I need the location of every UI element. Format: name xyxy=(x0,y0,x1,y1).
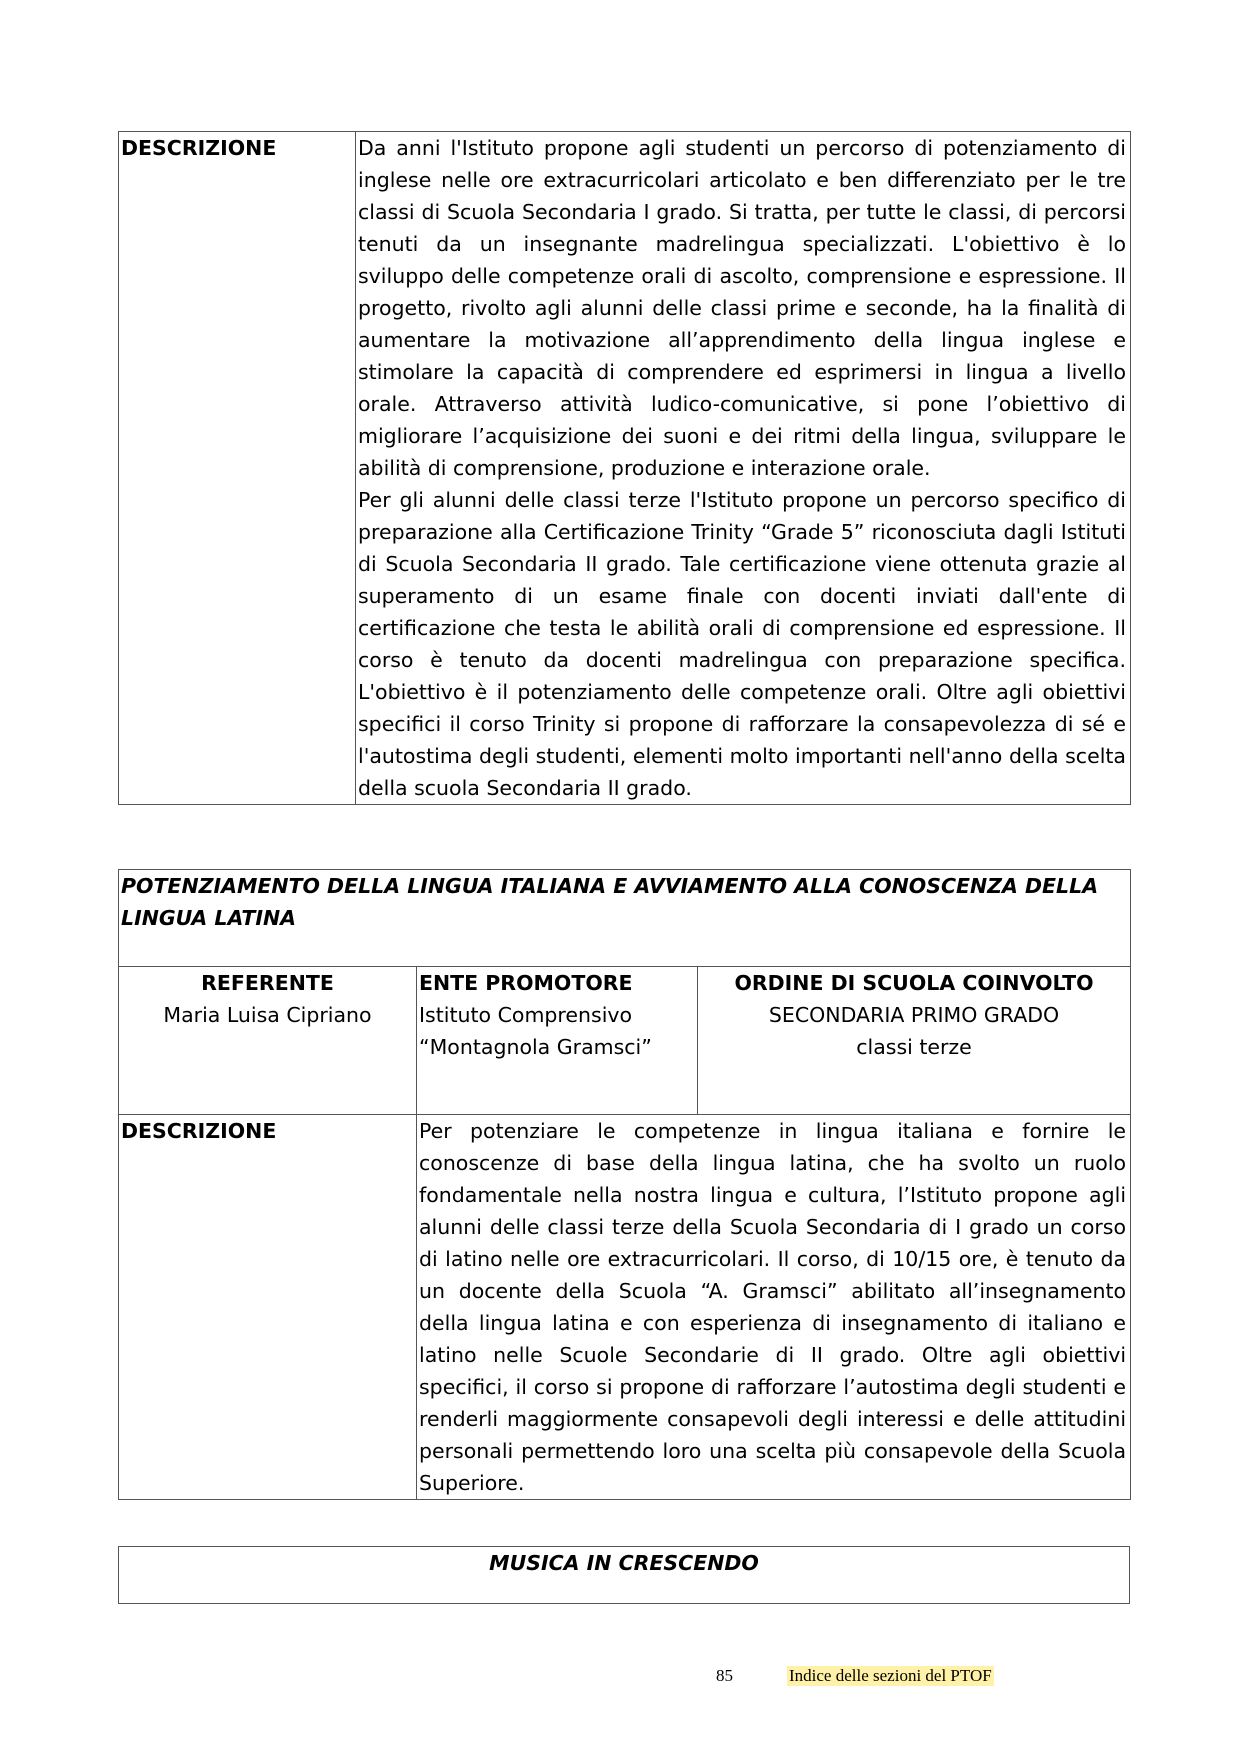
ente-header: ENTE PROMOTORE xyxy=(419,971,633,995)
project-title-row xyxy=(119,870,1131,967)
description-label: DESCRIZIONE xyxy=(119,132,356,805)
description-row xyxy=(119,132,1131,805)
ptof-index-link[interactable]: Indice delle sezioni del PTOF xyxy=(789,1666,992,1685)
english-description-table xyxy=(118,131,1131,805)
referente-value: Maria Luisa Cipriano xyxy=(163,1003,372,1027)
description-paragraph: Da anni l'Istituto propone agli studenti un percorso di potenziamento di inglese nelle ore extracurricolari articolato e ben differenziato per le tre classi di Scuola Secondaria I grado. Si tratta, per tutte le classi, di percorsi tenuti da un insegnante madrelingua specializzati. L'obiettivo è lo sviluppo delle competenze orali di ascolto, comprensione e espressione. Il progetto, rivolto agli alunni delle classi prime e seconde, ha la finalità di aumentare la motivazione all’apprendimento della lingua inglese e stimolare la capacità di comprendere ed esprimersi in lingua a livello orale. Attraverso attività ludico-comunicative, si pone l’obiettivo di migliorare l’acquisizione dei suoni e dei ritmi della lingua, sviluppare le abilità di comprensione, produzione e interazione orale. xyxy=(358,136,1126,480)
project-description-row xyxy=(119,1115,1131,1500)
referente-cell xyxy=(119,967,417,1115)
project-title-line: POTENZIAMENTO DELLA LINGUA ITALIANA E AVVIAMENTO ALLA CONOSCENZA DELLA xyxy=(121,874,1099,898)
description-paragraph: Per gli alunni delle classi terze l'Istituto propone un percorso specifico di preparazione alla Certificazione Trinity “Grade 5” riconosciuta dagli Istituti di Scuola Secondaria II grado. Tale certificazione viene ottenuta grazie al superamento di un esame finale con docenti inviati dall'ente di certificazione che testa le abilità orali di comprensione ed espressione. Il corso è tenuto da docenti madrelingua con preparazione specifica. L'obiettivo è il potenziamento delle competenze orali. Oltre agli obiettivi specifici il corso Trinity si propone di rafforzare la consapevolezza di sé e l'autostima degli studenti, elementi molto importanti nell'anno della scelta della scuola Secondaria II grado. xyxy=(358,488,1126,800)
referente-header: REFERENTE xyxy=(201,971,334,995)
ordine-header: ORDINE DI SCUOLA COINVOLTO xyxy=(734,971,1094,995)
ordine-cell xyxy=(698,967,1131,1115)
project-info-row xyxy=(119,967,1131,1115)
latin-project-table xyxy=(118,869,1131,1500)
project-title-line: LINGUA LATINA xyxy=(121,906,297,930)
page-number: 85 xyxy=(716,1666,733,1685)
music-title: MUSICA IN CRESCENDO xyxy=(119,1547,1130,1604)
project-title xyxy=(119,870,1131,967)
ente-value-line: Istituto Comprensivo xyxy=(419,1003,633,1027)
music-title-row xyxy=(119,1547,1130,1604)
project-description-label: DESCRIZIONE xyxy=(119,1115,417,1500)
project-description-text: Per potenziare le competenze in lingua italiana e fornire le conoscenze di base della lingua latina, che ha svolto un ruolo fondamentale nella nostra lingua e cultura, l’Istituto propone agli alunni delle classi terze della Scuola Secondaria di I grado un corso di latino nelle ore extracurricolari. Il corso, di 10/15 ore, è tenuto da un docente della Scuola “A. Gramsci” abilitato all’insegnamento della lingua latina e con esperienza di insegnamento di italiano e latino nelle Scuole Secondarie di II grado. Oltre agli obiettivi specifici, il corso si propone di rafforzare l’autostima degli studenti e renderli maggiormente consapevoli degli interessi e delle attitudini personali permettendo loro una scelta più consapevole della Scuola Superiore. xyxy=(417,1115,1131,1500)
ordine-value-line: SECONDARIA PRIMO GRADO xyxy=(768,1003,1060,1027)
ordine-value-line: classi terze xyxy=(856,1035,972,1059)
music-project-table xyxy=(118,1546,1130,1604)
ente-value-line: “Montagnola Gramsci” xyxy=(419,1035,652,1059)
description-text xyxy=(356,132,1131,805)
ente-cell xyxy=(417,967,698,1115)
